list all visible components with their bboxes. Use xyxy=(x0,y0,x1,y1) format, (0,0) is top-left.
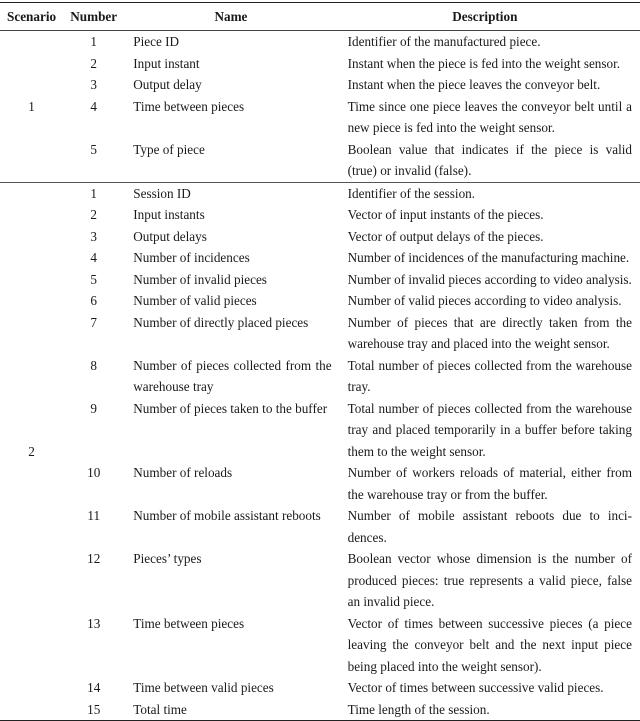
row-number: 13 xyxy=(87,615,101,631)
row-name: Type of piece xyxy=(133,141,205,157)
table-row xyxy=(0,505,640,548)
row-number: 10 xyxy=(87,465,101,480)
row-description: Number of invalid pieces according to video analysis. xyxy=(347,271,632,287)
row-description: Vector of input instants of the pieces. xyxy=(347,207,544,222)
row-number: 9 xyxy=(90,400,97,416)
header-description: Description xyxy=(452,9,518,24)
table-row xyxy=(0,677,640,699)
table-row xyxy=(0,548,640,613)
row-number: 1 xyxy=(90,185,97,201)
table-row xyxy=(0,398,640,463)
row-description: Instant when the piece leaves the conveyor belt. xyxy=(347,77,601,92)
row-description: Time since one piece leaves the conveyor belt until a new piece is fed into the weight sensor. xyxy=(347,98,632,135)
table-row xyxy=(0,204,640,226)
table-row xyxy=(0,355,640,398)
row-number: 4 xyxy=(90,98,97,114)
row-description: Number of workers reloads of material, either from the warehouse tray or from the buffer. xyxy=(347,465,632,502)
row-name: Time between pieces xyxy=(133,98,245,114)
row-name: Time between valid pieces xyxy=(133,680,274,695)
row-description: Total number of pieces collected from the warehouse tray. xyxy=(347,357,632,394)
row-description: Time length of the session. xyxy=(347,701,490,717)
row-name: Number of incidences xyxy=(133,250,250,265)
table-row xyxy=(0,182,640,204)
row-description: Instant when the piece is fed into the weight sensor. xyxy=(347,55,621,71)
row-number: 1 xyxy=(90,34,97,49)
table-row xyxy=(0,269,640,291)
table-row xyxy=(0,699,640,721)
table-row xyxy=(0,31,640,53)
row-number: 8 xyxy=(90,357,97,373)
row-name: Input instant xyxy=(133,55,200,71)
row-name: Output delays xyxy=(133,228,207,244)
row-number: 3 xyxy=(90,77,97,92)
row-name: Number of invalid pieces xyxy=(133,271,267,287)
row-number: 4 xyxy=(90,250,97,265)
row-description: Total number of pieces collected from the warehouse tray and placed temporarily in a buffer before taking them to the weight sensor. xyxy=(347,400,632,459)
row-number: 11 xyxy=(87,508,101,523)
row-description: Identifier of the manufactured piece. xyxy=(347,34,541,49)
table-row xyxy=(0,96,640,139)
row-number: 12 xyxy=(87,551,101,566)
row-description: Number of mobile assistant reboots due to inci-dences. xyxy=(347,508,632,545)
row-description: Vector of times between successive pieces (a piece leaving the conveyor belt and the next input piece being placed into the weight sensor). xyxy=(347,615,632,674)
row-name: Input instants xyxy=(133,207,205,222)
variables-table xyxy=(0,2,640,721)
row-name: Session ID xyxy=(133,185,191,201)
row-name: Number of directly placed pieces xyxy=(133,314,309,330)
table-row xyxy=(0,226,640,248)
row-description: Boolean value that indicates if the piece is valid (true) or invalid (false). xyxy=(347,141,632,178)
table-row xyxy=(0,74,640,96)
header-scenario: Scenario xyxy=(7,9,57,24)
row-number: 2 xyxy=(90,55,97,71)
row-name: Number of reloads xyxy=(133,465,233,480)
row-number: 15 xyxy=(87,701,101,717)
row-name: Number of valid pieces xyxy=(133,293,257,308)
table-header xyxy=(0,3,640,31)
row-name: Piece ID xyxy=(133,34,180,49)
row-name: Number of pieces collected from the warehouse tray xyxy=(133,357,332,394)
table-row xyxy=(0,53,640,75)
table-row xyxy=(0,613,640,678)
row-number: 2 xyxy=(90,207,97,222)
row-description: Vector of output delays of the pieces. xyxy=(347,228,544,244)
scenario-cell: 2 xyxy=(28,443,35,459)
row-number: 14 xyxy=(87,680,101,695)
row-name: Total time xyxy=(133,701,187,717)
row-description: Boolean vector whose dimension is the number of produced pieces: true represents a valid piece, false an invalid piece. xyxy=(347,551,632,609)
table-row xyxy=(0,312,640,355)
header-row xyxy=(0,3,640,31)
row-description: Number of pieces that are directly taken from the warehouse tray and placed into the weight sensor. xyxy=(347,314,632,351)
row-number: 5 xyxy=(90,271,97,287)
table-row xyxy=(0,247,640,269)
row-name: Pieces’ types xyxy=(133,551,202,566)
row-name: Output delay xyxy=(133,77,202,92)
row-number: 6 xyxy=(90,293,97,308)
header-name: Name xyxy=(214,9,248,24)
row-number: 5 xyxy=(90,141,97,157)
table-row xyxy=(0,290,640,312)
row-description: Identifier of the session. xyxy=(347,185,476,201)
scenario-group-1 xyxy=(0,31,640,183)
row-description: Vector of times between successive valid pieces. xyxy=(347,680,604,695)
header-number: Number xyxy=(70,9,118,24)
row-number: 3 xyxy=(90,228,97,244)
row-description: Number of incidences of the manufacturing machine. xyxy=(347,250,630,265)
row-name: Number of pieces taken to the buffer xyxy=(133,400,328,416)
table-row xyxy=(0,139,640,183)
scenario-cell: 1 xyxy=(28,98,35,114)
row-name: Number of mobile assistant reboots xyxy=(133,508,321,523)
row-number: 7 xyxy=(90,314,97,330)
table-row xyxy=(0,462,640,505)
scenario-group-2 xyxy=(0,182,640,721)
row-name: Time between pieces xyxy=(133,615,245,631)
row-description: Number of valid pieces according to video analysis. xyxy=(347,293,622,308)
